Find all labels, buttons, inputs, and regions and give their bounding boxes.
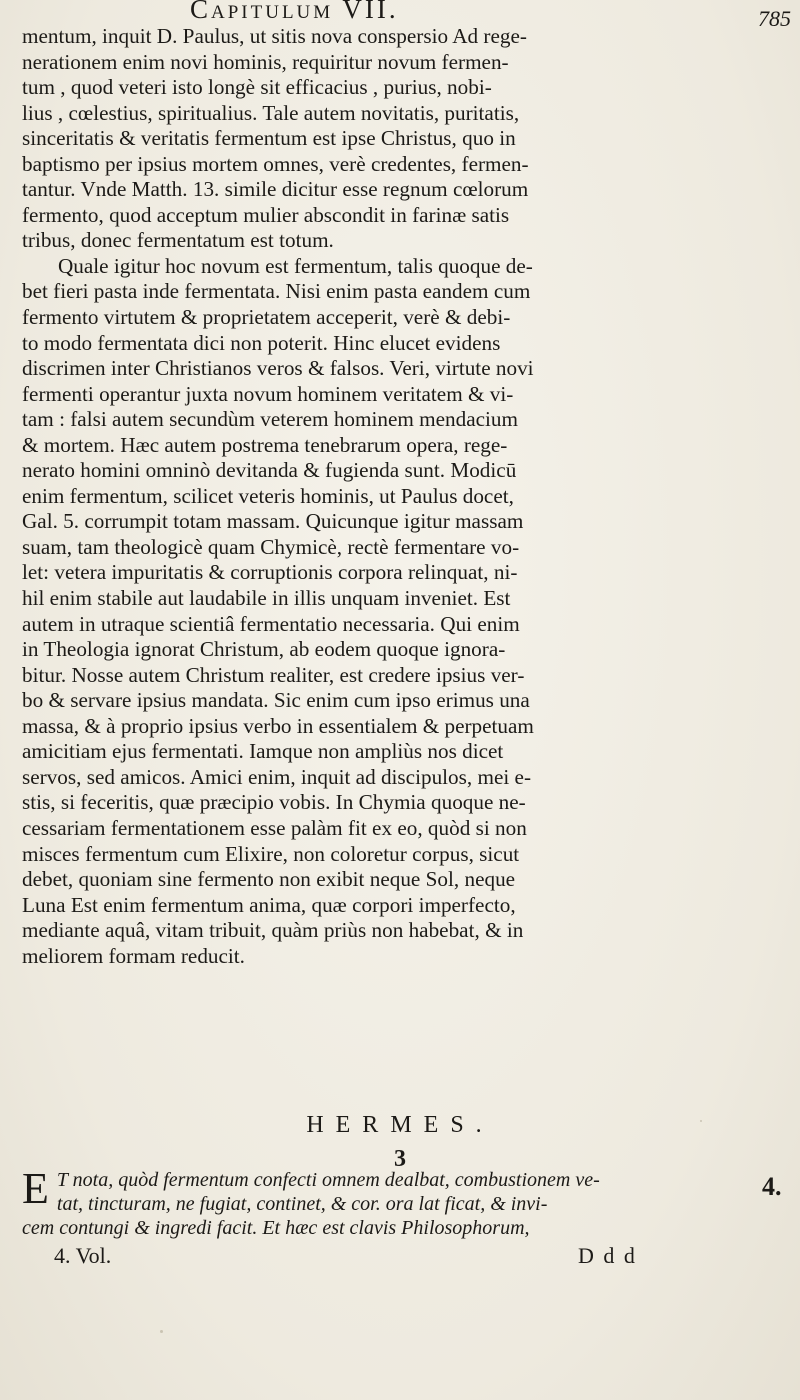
text-line: fermento, quod acceptum mulier abscondit in farinæ satis (22, 202, 510, 227)
text-line: to modo fermentata dici non poterit. Hinc elucet evidens (22, 330, 501, 355)
drop-cap: E (22, 1164, 49, 1213)
text-line: mediante aquâ, vitam tribuit, quàm priùs non habebat, & in (22, 918, 524, 943)
text-line: hil enim stabile aut laudabile in illis unquam inveniet. Est (22, 586, 511, 611)
text-line: lius , cœlestius, spiritualius. Tale autem novitatis, puritatis, (22, 100, 520, 125)
text-line: Luna Est enim fermentum anima, quæ corpori imperfecto, (22, 892, 516, 917)
margin-number: 4. (762, 1172, 782, 1201)
chapter-title: Capitulum VII. (190, 0, 399, 24)
text-line: autem in utraque scientiâ fermentatio necessaria. Qui enim (22, 611, 520, 636)
text-line: debet, quoniam sine fermento non exibit neque Sol, neque (22, 867, 516, 892)
text-line: servos, sed amicos. Amici enim, inquit ad discipulos, mei e- (22, 764, 532, 789)
body-text (22, 24, 780, 969)
text-line: nerato homini omninò devitanda & fugienda sunt. Modicū (22, 458, 517, 483)
text-line: Gal. 5. corrumpit totam massam. Quicunque igitur massam (22, 509, 524, 534)
hermes-note (22, 1164, 752, 1240)
text-line: bet fieri pasta inde fermentata. Nisi enim pasta eandem cum (22, 279, 531, 304)
text-line: cessariam fermentationem esse palàm fit ex eo, quòd si non (22, 815, 527, 840)
text-line: meliorem formam reducit. (22, 943, 245, 968)
text-line: Quale igitur hoc novum est fermentum, talis quoque de- (58, 253, 533, 278)
text-line: misces fermentum cum Elixire, non coloretur corpus, sicut (22, 841, 520, 866)
page-number: 785 (758, 6, 791, 31)
text-line: stis, si feceritis, quæ præcipio vobis. In Chymia quoque ne- (22, 790, 526, 815)
text-line: bitur. Nosse autem Christum realiter, est credere ipsius ver- (22, 662, 525, 687)
note-line: cem contungi & ingredi facit. Et hæc est clavis Philosophorum, (22, 1217, 530, 1239)
text-line: amicitiam ejus fermentati. Iamque non ampliùs nos dicet (22, 739, 504, 764)
note-number: 3 (394, 1146, 406, 1172)
gathering-signature: D d d (578, 1243, 637, 1268)
paper-speck (700, 1120, 702, 1122)
text-line: enim fermentum, scilicet veteris hominis, ut Paulus docet, (22, 483, 514, 508)
text-line: tam : falsi autem secundùm veterem hominem mendacium (22, 407, 518, 432)
volume-signature: 4. Vol. (54, 1243, 112, 1268)
text-line: massa, & à proprio ipsius verbo in essentialem & perpetuam (22, 713, 534, 738)
text-line: & mortem. Hæc autem postrema tenebrarum opera, rege- (22, 432, 508, 457)
text-line: bo & servare ipsius mandata. Sic enim cum ipso erimus una (22, 688, 530, 713)
text-line: sinceritatis & veritatis fermentum est ipse Christus, quo in (22, 126, 516, 151)
section-heading: HERMES. (306, 1112, 494, 1138)
text-line: discrimen inter Christianos veros & falsos. Veri, virtute novi (22, 356, 534, 381)
note-line: T nota, quòd fermentum confecti omnem dealbat, combustionem ve- (56, 1169, 600, 1191)
text-line: let: vetera impuritatis & corruptionis corpora relinquat, ni- (22, 560, 518, 585)
note-line: tat, tincturam, ne fugiat, continet, & cor. ora lat ficat, & invi- (56, 1193, 548, 1215)
text-line: fermenti operantur juxta novum hominem veritatem & vi- (22, 381, 514, 406)
text-line: baptismo per ipsius mortem omnes, verè credentes, fermen- (22, 151, 529, 176)
text-line: fermento virtutem & proprietatem acceperit, verè & debi- (22, 305, 511, 330)
text-line: tantur. Vnde Matth. 13. simile dicitur esse regnum cœlorum (22, 177, 529, 202)
paper-speck (160, 1330, 163, 1333)
text-line: tum , quod veteri isto longè sit efficacius , purius, nobi- (22, 75, 492, 100)
text-line: in Theologia ignorat Christum, ab eodem quoque ignora- (22, 637, 506, 662)
text-line: nerationem enim novi hominis, requiritur novum fermen- (22, 49, 509, 74)
text-line: tribus, donec fermentatum est totum. (22, 228, 334, 253)
text-line: mentum, inquit D. Paulus, ut sitis nova conspersio Ad rege- (22, 24, 527, 48)
text-line: suam, tam theologicè quam Chymicè, rectè fermentare vo- (22, 534, 520, 559)
